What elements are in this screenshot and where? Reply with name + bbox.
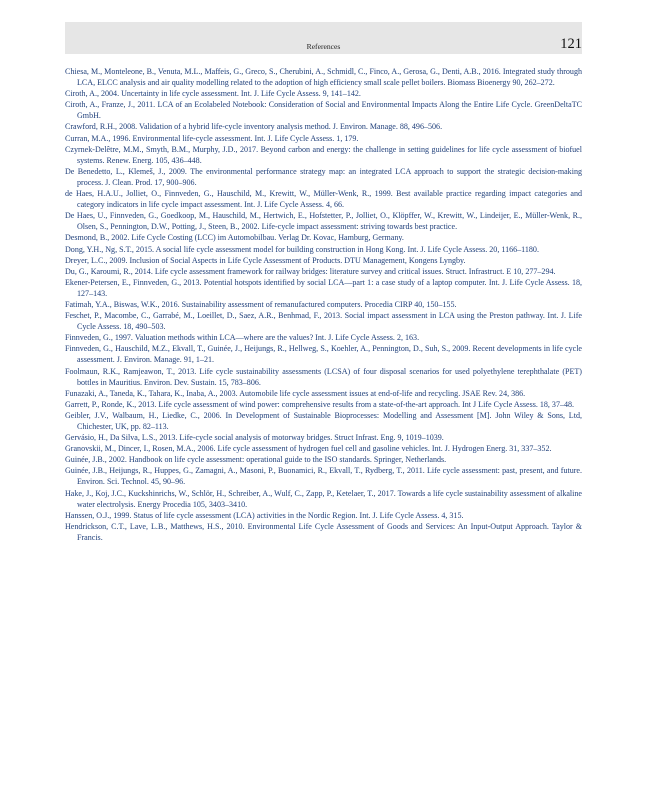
reference-entry: Dreyer, L.C., 2009. Inclusion of Social Aspects in Life Cycle Assessment of Products. DTU Management, Kongens Lyngby. (65, 255, 466, 265)
reference-entry: De Benedetto, L., Klemeš, J., 2009. The environmental performance strategy map: an integrated LCA approach to support the strategic decision-making process. J. Clean. Prod. 17, 900–906. (65, 166, 582, 187)
reference-entry: Chiesa, M., Monteleone, B., Venuta, M.L., Maffeis, G., Greco, S., Cherubini, A., Schmidl, C., Finco, A., Gerosa, G., Denti, A.B., 2016. Integrated study through LCA, ELCC analysis and air quality modelling related to the adoption of high efficiency small scale pellet boilers. Biomass Bioenergy 90, 262–272. (65, 67, 582, 88)
reference-entry: Hendrickson, C.T., Lave, L.B., Matthews, H.S., 2010. Environmental Life Cycle Assessment of Goods and Services: An Input-Output Approach. Taylor & Francis. (65, 521, 582, 542)
reference-entry: Feschet, P., Macombe, C., Garrabé, M., Loeillet, D., Saez, A.R., Benhmad, F., 2013. Social impact assessment in LCA using the Preston pathway. Int. J. Life Cycle Assess. 18, 490–503. (65, 311, 582, 332)
reference-entry: Hanssen, O.J., 1999. Status of life cycle assessment (LCA) activities in the Nordic Region. Int. J. Life Cycle Assess. 4, 315. (65, 510, 464, 520)
reference-entry: Ekener-Petersen, E., Finnveden, G., 2013. Potential hotspots identified by social LCA—part 1: a case study of a laptop computer. Int. J. Life Cycle Assess. 18, 127–143. (65, 277, 582, 298)
reference-entry: Ciroth, A., 2004. Uncertainty in life cycle assessment. Int. J. Life Cycle Assess. 9, 141–142. (65, 89, 361, 99)
reference-entry: Garrett, P., Ronde, K., 2013. Life cycle assessment of wind power: comprehensive results from a state-of-the-art approach. Int J Life Cycle Assess. 18, 37–48. (65, 399, 575, 409)
reference-entry: Guinée, J.B., 2002. Handbook on life cycle assessment: operational guide to the ISO standards. Springer, Netherlands. (65, 455, 447, 465)
reference-entry: Guinée, J.B., Heijungs, R., Huppes, G., Zamagni, A., Masoni, P., Buonamici, R., Ekvall, T., Rydberg, T., 2011. Life cycle assessment: past, present, and future. Environ. Sci. Technol. 45, 90–96. (65, 466, 582, 487)
reference-entry: Ciroth, A., Franze, J., 2011. LCA of an Ecolabeled Notebook: Consideration of Social and Environmental Impacts Along the Entire Life Cycle. GreenDeltaTC GmbH. (65, 100, 582, 121)
reference-entry: Granovskii, M., Dincer, I., Rosen, M.A., 2006. Life cycle assessment of hydrogen fuel cell and gasoline vehicles. Int. J. Hydrogen Energ. 31, 337–352. (65, 444, 552, 454)
reference-entry: Gervásio, H., Da Silva, L.S., 2013. Life-cycle social analysis of motorway bridges. Struct Infrast. Eng. 9, 1019–1039. (65, 433, 444, 443)
running-head: References (306, 42, 341, 51)
reference-entry: Crawford, R.H., 2008. Validation of a hybrid life-cycle inventory analysis method. J. Environ. Manage. 88, 496–506. (65, 122, 443, 132)
reference-entry: Dong, Y.H., Ng, S.T., 2015. A social life cycle assessment model for building construction in Hong Kong. Int. J. Life Cycle Assess. 20, 1166–1180. (65, 244, 539, 254)
reference-entry: De Haes, U., Finnveden, G., Goedkoop, M., Hauschild, M., Hertwich, E., Hofstetter, P., Jolliet, O., Klöpffer, W., Krewitt, W., Lindeijer, E., Müller-Wenk, R., Olsen, S., Pennington, D.W., Potting, J., Steen, B., 2002. Life-cycle impact assessment: striving towards best practice. (65, 211, 582, 232)
reference-entry: Funazaki, A., Taneda, K., Tahara, K., Inaba, A., 2003. Automobile life cycle assessment issues at end-of-life and recycling. JSAE Rev. 24, 386. (65, 388, 526, 398)
reference-entry: Czyrnek-Delêtre, M.M., Smyth, B.M., Murphy, J.D., 2017. Beyond carbon and energy: the challenge in setting guidelines for life cycle assessment of biofuel systems. Renew. Energ. 105, 436–448. (65, 144, 582, 165)
reference-entry: Fatimah, Y.A., Biswas, W.K., 2016. Sustainability assessment of remanufactured computers. Procedia CIRP 40, 150–155. (65, 299, 457, 309)
page-header (65, 22, 582, 54)
reference-entry: Hake, J., Koj, J.C., Kuckshinrichs, W., Schlör, H., Schreiber, A., Wulf, C., Zapp, P., Ketelaer, T., 2017. Towards a life cycle sustainability assessment of alkaline water electrolysis. Energy Procedia 105, 3403–3410. (65, 488, 582, 509)
reference-entry: Geibler, J.V., Walbaum, H., Liedke, C., 2006. In Development of Sustainable Bioprocesses: Modelling and Assessment [M]. John Wiley & Sons, Ltd, Chichester, UK, pp. 82–113. (65, 410, 582, 431)
reference-list (65, 66, 582, 543)
page-number: 121 (560, 36, 582, 52)
reference-entry: Du, G., Karoumi, R., 2014. Life cycle assessment framework for railway bridges: literature survey and critical issues. Struct. Infrastruct. E 10, 277–294. (65, 266, 556, 276)
book-page (65, 22, 582, 543)
reference-entry: Finnveden, G., 1997. Valuation methods within LCA—where are the values? Int. J. Life Cycle Assess. 2, 163. (65, 333, 420, 343)
reference-entry: Curran, M.A., 1996. Environmental life-cycle assessment. Int. J. Life Cycle Assess. 1, 179. (65, 133, 359, 143)
reference-entry: Finnveden, G., Hauschild, M.Z., Ekvall, T., Guinée, J., Heijungs, R., Hellweg, S., Koehler, A., Pennington, D., Suh, S., 2009. Recent developments in life cycle assessment. J. Environ. Manage. 91, 1–21. (65, 344, 582, 365)
reference-entry: Foolmaun, R.K., Ramjeawon, T., 2013. Life cycle sustainability assessments (LCSA) of four disposal scenarios for used polyethylene terephthalate (PET) bottles in Mauritius. Environ. Dev. Sustain. 15, 783–806. (65, 366, 582, 387)
reference-entry: de Haes, H.A.U., Jolliet, O., Finnveden, G., Hauschild, M., Krewitt, W., Müller-Wenk, R., 1999. Best available practice regarding impact categories and category indicators in life cycle impact assessment. Int. J. Life Cycle Assess. 4, 66. (65, 189, 582, 210)
reference-entry: Desmond, B., 2002. Life Cycle Costing (LCC) im Automobilbau. Verlag Dr. Kovac, Hamburg, Germany. (65, 233, 404, 243)
